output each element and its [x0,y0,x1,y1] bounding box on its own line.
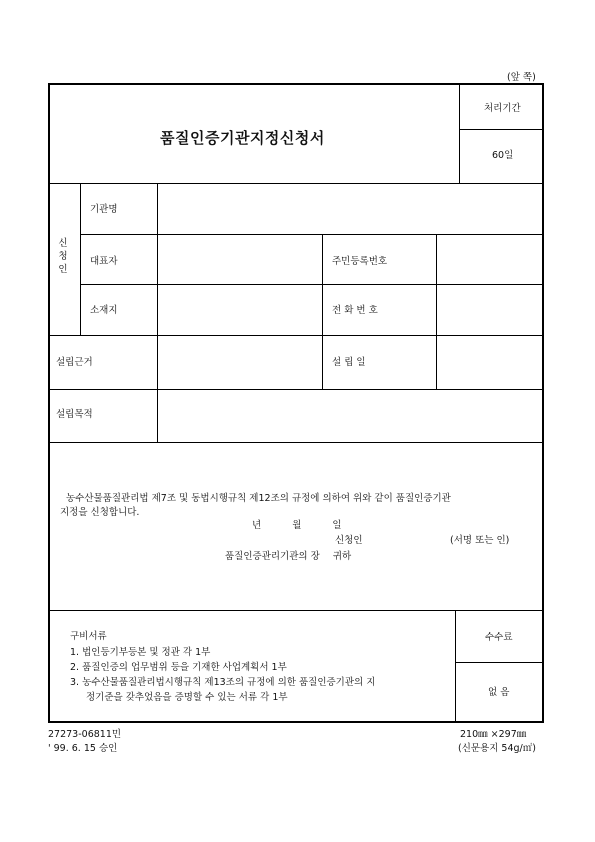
application-date: 년 월 일 [252,520,342,531]
form-code: 27273-06811민 [48,729,122,740]
signature-field[interactable] [375,532,445,548]
recipient [225,551,351,562]
address-field[interactable] [158,286,320,333]
resident-number-field[interactable] [437,236,542,283]
paper-size: 210㎜ ×297㎜ [460,729,527,740]
applicant-group-label: 신 청 인 [58,238,68,275]
address-label: 소재지 [90,305,118,316]
document-item-2: 2. 품질인증의 업무범위 등을 기재한 사업계획서 1부 [70,662,287,673]
fee-value: 없 음 [488,687,510,698]
documents-heading: 구비서류 [70,631,107,642]
approval-date: ' 99. 6. 15 승인 [48,743,118,754]
rule-group-right [80,183,81,335]
establishment-date-label: 설 립 일 [332,357,366,368]
recipient-honorific: 귀하 [332,551,352,562]
fee-label: 수수료 [485,632,513,643]
recipient-name: 품질인증관리기관의 장 [225,551,320,562]
document-item-3: 3. 농수산물품질관리법시행규칙 제13조의 규정에 의한 품질인증기관의 지 [70,677,376,688]
form-title: 품질인증기관지정신청서 [160,129,325,147]
rule-purpose-bottom [50,442,544,443]
representative-field[interactable] [158,236,320,283]
rule-mid-left [322,234,323,335]
establishment-basis-field[interactable] [158,336,320,386]
resident-number-label: 주민등록번호 [332,256,388,267]
rule-header-bottom [50,183,544,184]
processing-period-label: 처리기간 [484,103,521,114]
document-item-3-cont: 정기준을 갖추었음을 증명할 수 있는 서류 각 1부 [86,692,288,703]
rule-processing-left [459,85,460,183]
org-name-label: 기관명 [90,204,118,215]
rule-mid-left-2 [322,335,323,389]
processing-period-value: 60일 [492,150,514,161]
paper-type: (신문용지 54g/㎡) [458,743,536,754]
org-name-field[interactable] [158,185,542,232]
phone-label: 전 화 번 호 [332,305,378,316]
statement-line-1: 농수산물품질관리법 제7조 및 동법시행규칙 제12조의 규정에 의하여 위와 같이 품질인증기관 [66,493,451,504]
signature-note: (서명 또는 인) [450,535,510,546]
phone-field[interactable] [437,286,542,333]
establishment-basis-label: 설립근거 [56,357,93,368]
representative-label: 대표자 [90,256,118,267]
document-item-1: 1. 법인등기부등본 및 정관 각 1부 [70,647,211,658]
rule-rep-bottom [80,284,544,285]
rule-fee-left [455,610,456,721]
rule-statement-bottom [50,610,544,611]
statement-line-2: 지정을 신청합니다. [60,507,140,518]
establishment-date-field[interactable] [437,336,542,386]
page-side-note: (앞 쪽) [507,72,536,83]
applicant-signature-label: 신청인 [335,535,363,546]
rule-processing-mid [459,129,544,130]
establishment-purpose-field[interactable] [158,390,542,440]
rule-fee-mid [455,662,544,663]
establishment-purpose-label: 설립목적 [56,409,93,420]
rule-orgname-bottom [80,234,544,235]
